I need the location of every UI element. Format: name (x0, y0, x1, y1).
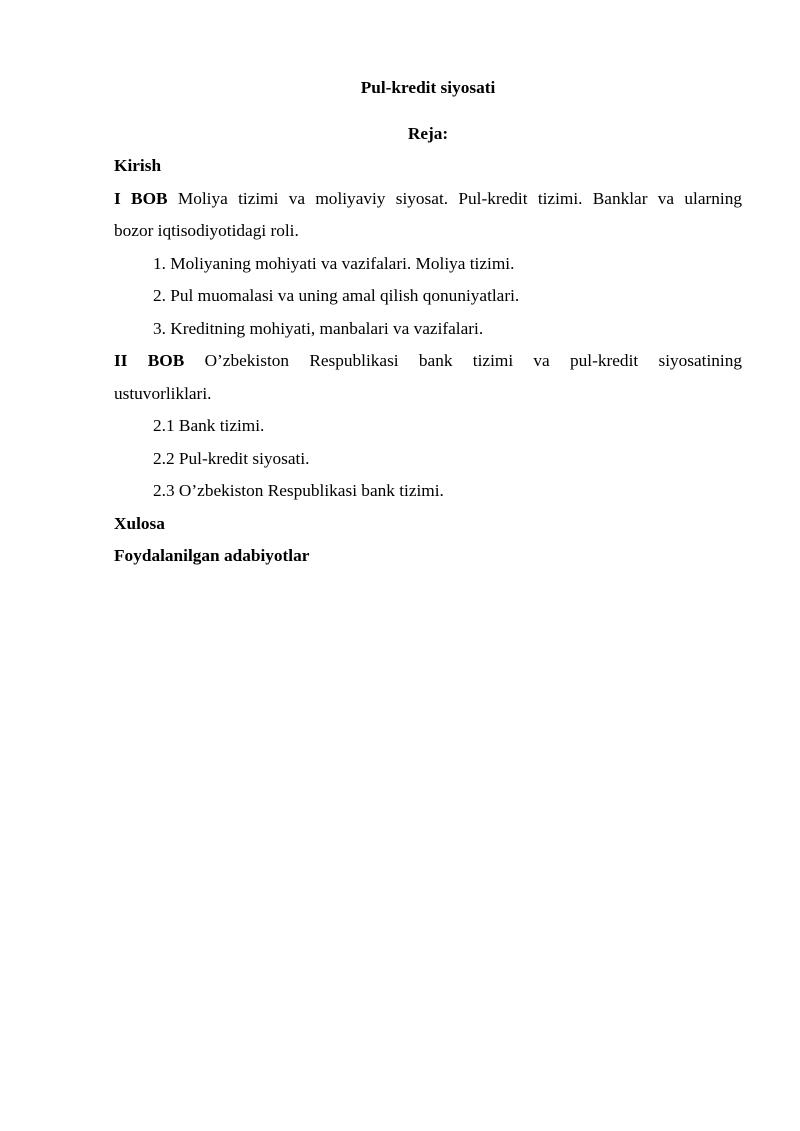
document-title: Pul-kredit siyosati (360, 78, 496, 97)
chapter2-item-3: 2.3 O’zbekiston Respublikasi bank tizimi. (153, 481, 444, 500)
chapter1-title-line1 (114, 183, 742, 216)
references-heading: Foydalanilgan adabiyotlar (114, 546, 310, 565)
chapter2-title-text: O’zbekiston Respublikasi bank tizimi va pul-kredit siyosatining (204, 351, 742, 370)
plan-heading: Reja: (407, 124, 449, 143)
chapter1-item-2: 2. Pul muomalasi va uning amal qilish qonuniyatlari. (153, 286, 520, 305)
intro-heading: Kirish (114, 156, 162, 175)
chapter1-item-1: 1. Moliyaning mohiyati va vazifalari. Moliya tizimi. (153, 253, 515, 273)
chapter2-label: II BOB (114, 351, 185, 370)
document-page (114, 74, 742, 573)
chapter1-title-line2: bozor iqtisodiyotidagi roli. (114, 221, 299, 240)
chapter2-title-line1 (114, 345, 742, 378)
chapter1-item-3: 3. Kreditning mohiyati, manbalari va vazifalari. (153, 318, 484, 338)
chapter2-item-2: 2.2 Pul-kredit siyosati. (153, 448, 310, 468)
conclusion-heading: Xulosa (114, 513, 165, 533)
chapter1-label: I BOB (114, 188, 168, 208)
chapter1-title-text: Moliya tizimi va moliyaviy siyosat. Pul-kredit tizimi. Banklar va ularning (177, 188, 743, 208)
chapter2-item-1: 2.1 Bank tizimi. (153, 416, 265, 435)
chapter2-title-line2: ustuvorliklari. (114, 383, 212, 403)
